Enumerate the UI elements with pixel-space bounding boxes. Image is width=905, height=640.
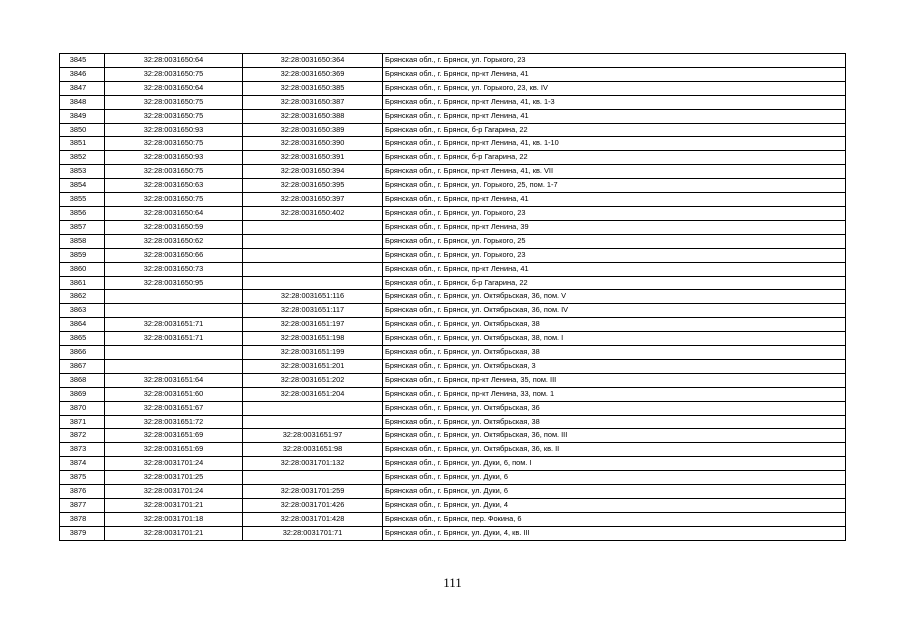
parcel-number-cell: 32:28:0031650:75 (105, 137, 243, 151)
address-cell: Брянская обл., г. Брянск, пр-кт Ленина, 41, кв. 1-3 (383, 95, 846, 109)
object-number-cell (243, 415, 383, 429)
table-row (60, 95, 846, 109)
row-number-cell: 3863 (60, 304, 105, 318)
object-number-cell: 32:28:0031651:97 (243, 429, 383, 443)
table-row (60, 499, 846, 513)
table-row (60, 346, 846, 360)
address-cell: Брянская обл., г. Брянск, ул. Октябрьская, 36, пом. V (383, 290, 846, 304)
address-cell: Брянская обл., г. Брянск, пр-кт Ленина, 41 (383, 67, 846, 81)
address-cell: Брянская обл., г. Брянск, пр-кт Ленина, 41 (383, 262, 846, 276)
row-number-cell: 3851 (60, 137, 105, 151)
object-number-cell (243, 471, 383, 485)
object-number-cell: 32:28:0031701:426 (243, 499, 383, 513)
address-cell: Брянская обл., г. Брянск, ул. Октябрьская, 36, пом. III (383, 429, 846, 443)
object-number-cell (243, 220, 383, 234)
parcel-number-cell: 32:28:0031650:93 (105, 151, 243, 165)
object-number-cell: 32:28:0031650:391 (243, 151, 383, 165)
parcel-number-cell: 32:28:0031650:64 (105, 54, 243, 68)
address-cell: Брянская обл., г. Брянск, ул. Дуки, 6 (383, 471, 846, 485)
object-number-cell (243, 262, 383, 276)
object-number-cell: 32:28:0031650:364 (243, 54, 383, 68)
table-row (60, 67, 846, 81)
object-number-cell: 32:28:0031651:117 (243, 304, 383, 318)
table-row (60, 262, 846, 276)
address-cell: Брянская обл., г. Брянск, ул. Горького, 23 (383, 248, 846, 262)
object-number-cell (243, 234, 383, 248)
parcel-number-cell: 32:28:0031651:60 (105, 387, 243, 401)
parcel-number-cell: 32:28:0031650:64 (105, 81, 243, 95)
table-row (60, 109, 846, 123)
address-cell: Брянская обл., г. Брянск, ул. Октябрьская, 38 (383, 415, 846, 429)
row-number-cell: 3859 (60, 248, 105, 262)
row-number-cell: 3860 (60, 262, 105, 276)
row-number-cell: 3869 (60, 387, 105, 401)
parcel-number-cell: 32:28:0031650:93 (105, 123, 243, 137)
address-cell: Брянская обл., г. Брянск, б-р Гагарина, 22 (383, 123, 846, 137)
address-cell: Брянская обл., г. Брянск, пр-кт Ленина, 41, кв. 1-10 (383, 137, 846, 151)
table-row (60, 290, 846, 304)
parcel-number-cell: 32:28:0031650:75 (105, 67, 243, 81)
object-number-cell: 32:28:0031701:428 (243, 512, 383, 526)
row-number-cell: 3845 (60, 54, 105, 68)
table-row (60, 193, 846, 207)
object-number-cell (243, 401, 383, 415)
object-number-cell: 32:28:0031651:116 (243, 290, 383, 304)
row-number-cell: 3854 (60, 179, 105, 193)
row-number-cell: 3866 (60, 346, 105, 360)
parcel-number-cell: 32:28:0031651:72 (105, 415, 243, 429)
parcel-number-cell: 32:28:0031701:24 (105, 485, 243, 499)
table-row (60, 401, 846, 415)
parcel-number-cell: 32:28:0031650:63 (105, 179, 243, 193)
parcel-number-cell: 32:28:0031650:66 (105, 248, 243, 262)
address-cell: Брянская обл., г. Брянск, пр-кт Ленина, 41 (383, 109, 846, 123)
row-number-cell: 3870 (60, 401, 105, 415)
address-cell: Брянская обл., г. Брянск, ул. Октябрьская, 3 (383, 359, 846, 373)
parcel-number-cell: 32:28:0031701:21 (105, 499, 243, 513)
table-row (60, 485, 846, 499)
address-cell: Брянская обл., г. Брянск, ул. Горького, 23 (383, 206, 846, 220)
object-number-cell: 32:28:0031650:390 (243, 137, 383, 151)
row-number-cell: 3876 (60, 485, 105, 499)
table-row (60, 206, 846, 220)
object-number-cell: 32:28:0031651:199 (243, 346, 383, 360)
object-number-cell (243, 276, 383, 290)
table-row (60, 220, 846, 234)
table-row (60, 359, 846, 373)
row-number-cell: 3874 (60, 457, 105, 471)
table-row (60, 332, 846, 346)
address-cell: Брянская обл., г. Брянск, ул. Октябрьская, 36, кв. II (383, 443, 846, 457)
address-cell: Брянская обл., г. Брянск, пр-кт Ленина, 41 (383, 193, 846, 207)
object-number-cell: 32:28:0031701:259 (243, 485, 383, 499)
parcel-number-cell (105, 359, 243, 373)
object-number-cell: 32:28:0031650:402 (243, 206, 383, 220)
row-number-cell: 3862 (60, 290, 105, 304)
row-number-cell: 3848 (60, 95, 105, 109)
row-number-cell: 3877 (60, 499, 105, 513)
table-row (60, 457, 846, 471)
parcel-number-cell: 32:28:0031650:75 (105, 95, 243, 109)
address-cell: Брянская обл., г. Брянск, пер. Фокина, 6 (383, 512, 846, 526)
row-number-cell: 3852 (60, 151, 105, 165)
row-number-cell: 3864 (60, 318, 105, 332)
parcel-number-cell: 32:28:0031650:59 (105, 220, 243, 234)
row-number-cell: 3850 (60, 123, 105, 137)
row-number-cell: 3849 (60, 109, 105, 123)
object-number-cell: 32:28:0031651:197 (243, 318, 383, 332)
address-cell: Брянская обл., г. Брянск, ул. Дуки, 4, кв. III (383, 526, 846, 540)
address-cell: Брянская обл., г. Брянск, пр-кт Ленина, 39 (383, 220, 846, 234)
object-number-cell: 32:28:0031650:369 (243, 67, 383, 81)
parcel-number-cell: 32:28:0031701:24 (105, 457, 243, 471)
object-number-cell: 32:28:0031651:204 (243, 387, 383, 401)
row-number-cell: 3858 (60, 234, 105, 248)
row-number-cell: 3853 (60, 165, 105, 179)
row-number-cell: 3871 (60, 415, 105, 429)
row-number-cell: 3857 (60, 220, 105, 234)
parcel-number-cell: 32:28:0031701:25 (105, 471, 243, 485)
parcel-number-cell: 32:28:0031701:21 (105, 526, 243, 540)
row-number-cell: 3865 (60, 332, 105, 346)
parcel-number-cell: 32:28:0031650:95 (105, 276, 243, 290)
parcel-number-cell: 32:28:0031651:71 (105, 318, 243, 332)
row-number-cell: 3847 (60, 81, 105, 95)
address-cell: Брянская обл., г. Брянск, ул. Октябрьская, 36 (383, 401, 846, 415)
parcel-number-cell: 32:28:0031650:62 (105, 234, 243, 248)
table-row (60, 234, 846, 248)
address-cell: Брянская обл., г. Брянск, ул. Дуки, 4 (383, 499, 846, 513)
parcel-number-cell (105, 346, 243, 360)
parcel-number-cell: 32:28:0031651:64 (105, 373, 243, 387)
address-cell: Брянская обл., г. Брянск, пр-кт Ленина, 41, кв. VII (383, 165, 846, 179)
row-number-cell: 3878 (60, 512, 105, 526)
parcel-number-cell: 32:28:0031651:69 (105, 443, 243, 457)
address-cell: Брянская обл., г. Брянск, ул. Горького, 25 (383, 234, 846, 248)
parcel-number-cell: 32:28:0031651:71 (105, 332, 243, 346)
table-row (60, 429, 846, 443)
parcel-number-cell: 32:28:0031650:64 (105, 206, 243, 220)
address-cell: Брянская обл., г. Брянск, б-р Гагарина, 22 (383, 151, 846, 165)
object-number-cell: 32:28:0031701:132 (243, 457, 383, 471)
row-number-cell: 3856 (60, 206, 105, 220)
table-row (60, 123, 846, 137)
address-cell: Брянская обл., г. Брянск, ул. Октябрьская, 38 (383, 346, 846, 360)
table-row (60, 54, 846, 68)
table-row (60, 165, 846, 179)
object-number-cell: 32:28:0031650:387 (243, 95, 383, 109)
row-number-cell: 3846 (60, 67, 105, 81)
object-number-cell: 32:28:0031651:198 (243, 332, 383, 346)
table-row (60, 276, 846, 290)
row-number-cell: 3873 (60, 443, 105, 457)
row-number-cell: 3861 (60, 276, 105, 290)
object-number-cell: 32:28:0031651:98 (243, 443, 383, 457)
table-row (60, 387, 846, 401)
object-number-cell: 32:28:0031650:388 (243, 109, 383, 123)
row-number-cell: 3872 (60, 429, 105, 443)
table-row (60, 443, 846, 457)
object-number-cell: 32:28:0031650:385 (243, 81, 383, 95)
address-cell: Брянская обл., г. Брянск, б-р Гагарина, 22 (383, 276, 846, 290)
table-row (60, 137, 846, 151)
table-row (60, 81, 846, 95)
parcel-number-cell (105, 290, 243, 304)
row-number-cell: 3867 (60, 359, 105, 373)
row-number-cell: 3875 (60, 471, 105, 485)
address-cell: Брянская обл., г. Брянск, пр-кт Ленина, 33, пом. 1 (383, 387, 846, 401)
object-number-cell: 32:28:0031650:389 (243, 123, 383, 137)
table-row (60, 415, 846, 429)
row-number-cell: 3879 (60, 526, 105, 540)
table-row (60, 526, 846, 540)
object-number-cell: 32:28:0031650:395 (243, 179, 383, 193)
object-number-cell: 32:28:0031651:201 (243, 359, 383, 373)
address-cell: Брянская обл., г. Брянск, ул. Дуки, 6, пом. I (383, 457, 846, 471)
address-cell: Брянская обл., г. Брянск, ул. Октябрьская, 36, пом. IV (383, 304, 846, 318)
address-cell: Брянская обл., г. Брянск, ул. Горького, 23, кв. IV (383, 81, 846, 95)
table-row (60, 512, 846, 526)
page-number: 111 (443, 575, 462, 590)
object-number-cell (243, 248, 383, 262)
table-row (60, 179, 846, 193)
parcel-number-cell: 32:28:0031650:75 (105, 165, 243, 179)
address-cell: Брянская обл., г. Брянск, ул. Горького, 23 (383, 54, 846, 68)
parcel-number-cell: 32:28:0031650:73 (105, 262, 243, 276)
parcel-number-cell: 32:28:0031651:69 (105, 429, 243, 443)
table-row (60, 318, 846, 332)
parcel-number-cell: 32:28:0031701:18 (105, 512, 243, 526)
table-row (60, 248, 846, 262)
registry-table (59, 53, 846, 541)
object-number-cell: 32:28:0031650:394 (243, 165, 383, 179)
address-cell: Брянская обл., г. Брянск, ул. Горького, 25, пом. 1-7 (383, 179, 846, 193)
table-row (60, 151, 846, 165)
table-row (60, 471, 846, 485)
table-row (60, 373, 846, 387)
address-cell: Брянская обл., г. Брянск, пр-кт Ленина, 35, пом. III (383, 373, 846, 387)
row-number-cell: 3868 (60, 373, 105, 387)
table-row (60, 304, 846, 318)
address-cell: Брянская обл., г. Брянск, ул. Дуки, 6 (383, 485, 846, 499)
object-number-cell: 32:28:0031701:71 (243, 526, 383, 540)
parcel-number-cell: 32:28:0031650:75 (105, 109, 243, 123)
object-number-cell: 32:28:0031651:202 (243, 373, 383, 387)
row-number-cell: 3855 (60, 193, 105, 207)
address-cell: Брянская обл., г. Брянск, ул. Октябрьская, 38 (383, 318, 846, 332)
object-number-cell: 32:28:0031650:397 (243, 193, 383, 207)
parcel-number-cell: 32:28:0031651:67 (105, 401, 243, 415)
parcel-number-cell (105, 304, 243, 318)
registry-table-body (60, 54, 846, 541)
address-cell: Брянская обл., г. Брянск, ул. Октябрьская, 38, пом. I (383, 332, 846, 346)
parcel-number-cell: 32:28:0031650:75 (105, 193, 243, 207)
